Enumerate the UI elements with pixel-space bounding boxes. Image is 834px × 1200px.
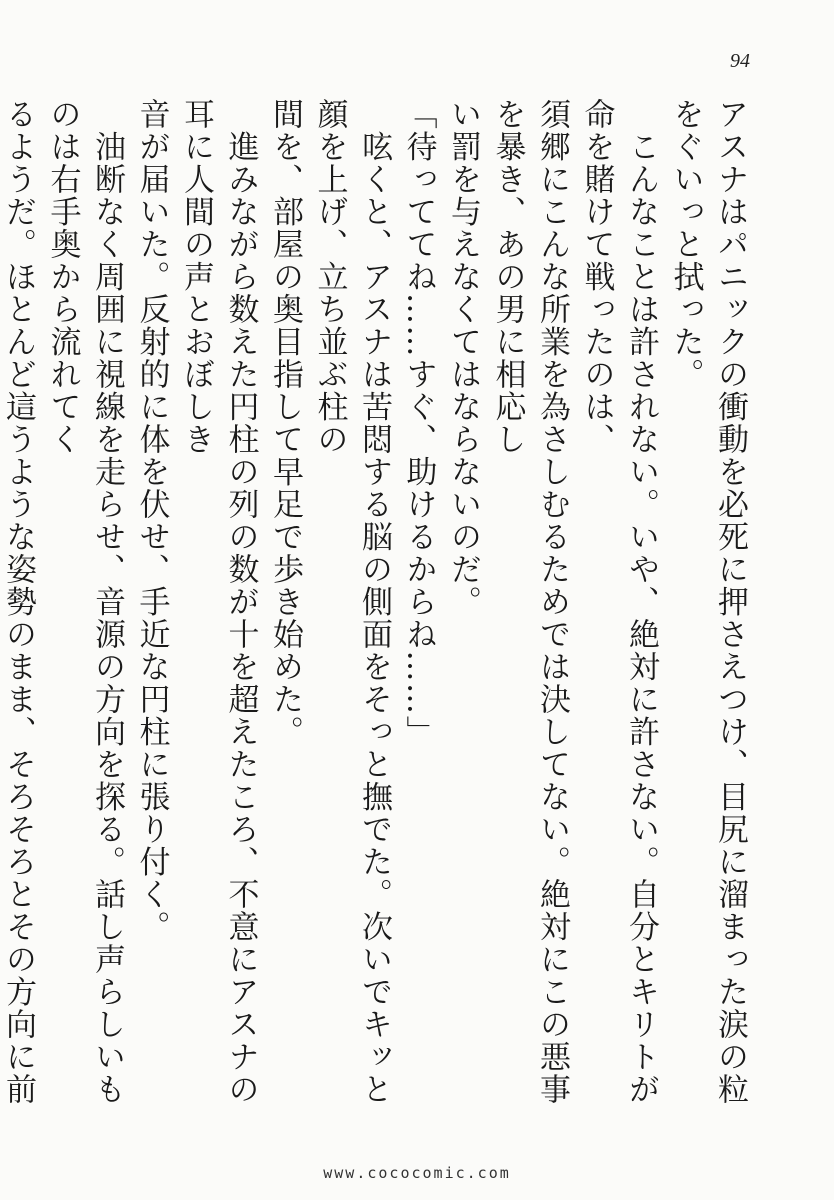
text-line-11: るようだ。ほとんど這うような姿勢のまま、そろそろとその方向に前: [0, 98, 36, 1106]
text-line-1: アスナはパニックの衝動を必死に押さえつけ、目尻に溜まった涙の粒をぐいっと拭った。: [667, 98, 748, 1106]
text-line-8: 進みながら数えた円柱の列の数が十を超えたころ、不意にアスナの耳に人間の声とおぼしき: [178, 98, 259, 1106]
text-line-4: い罰を与えなくてはならないのだ。: [445, 98, 481, 618]
text-line-10: 油断なく周囲に視線を走らせ、音源の方向を探る。話し声らしいものは右手奥から流れてく: [44, 98, 125, 1106]
text-line-7: 間を、部屋の奥目指して早足で歩き始めた。: [267, 98, 303, 748]
page-number: 94: [730, 50, 750, 72]
text-line-3: 須郷にこんな所業を為さしむるためでは決してない。絶対にこの悪事を暴き、あの男に相応し: [489, 98, 570, 1106]
text-line-6: 呟くと、アスナは苦悶する脳の側面をそっと撫でた。次いでキッと顔を上げ、立ち並ぶ柱の: [311, 98, 392, 1106]
novel-text-column-block: [0, 98, 752, 1118]
text-line-2: こんなことは許されない。いや、絶対に許さない。自分とキリトが命を賭けて戦ったのは、: [578, 98, 659, 1106]
text-line-9: 音が届いた。反射的に体を伏せ、手近な円柱に張り付く。: [133, 98, 170, 943]
text-line-5: 「待っててね……すぐ、助けるからね……」: [400, 98, 437, 748]
footer-watermark-url: www.cococomic.com: [323, 1164, 511, 1182]
